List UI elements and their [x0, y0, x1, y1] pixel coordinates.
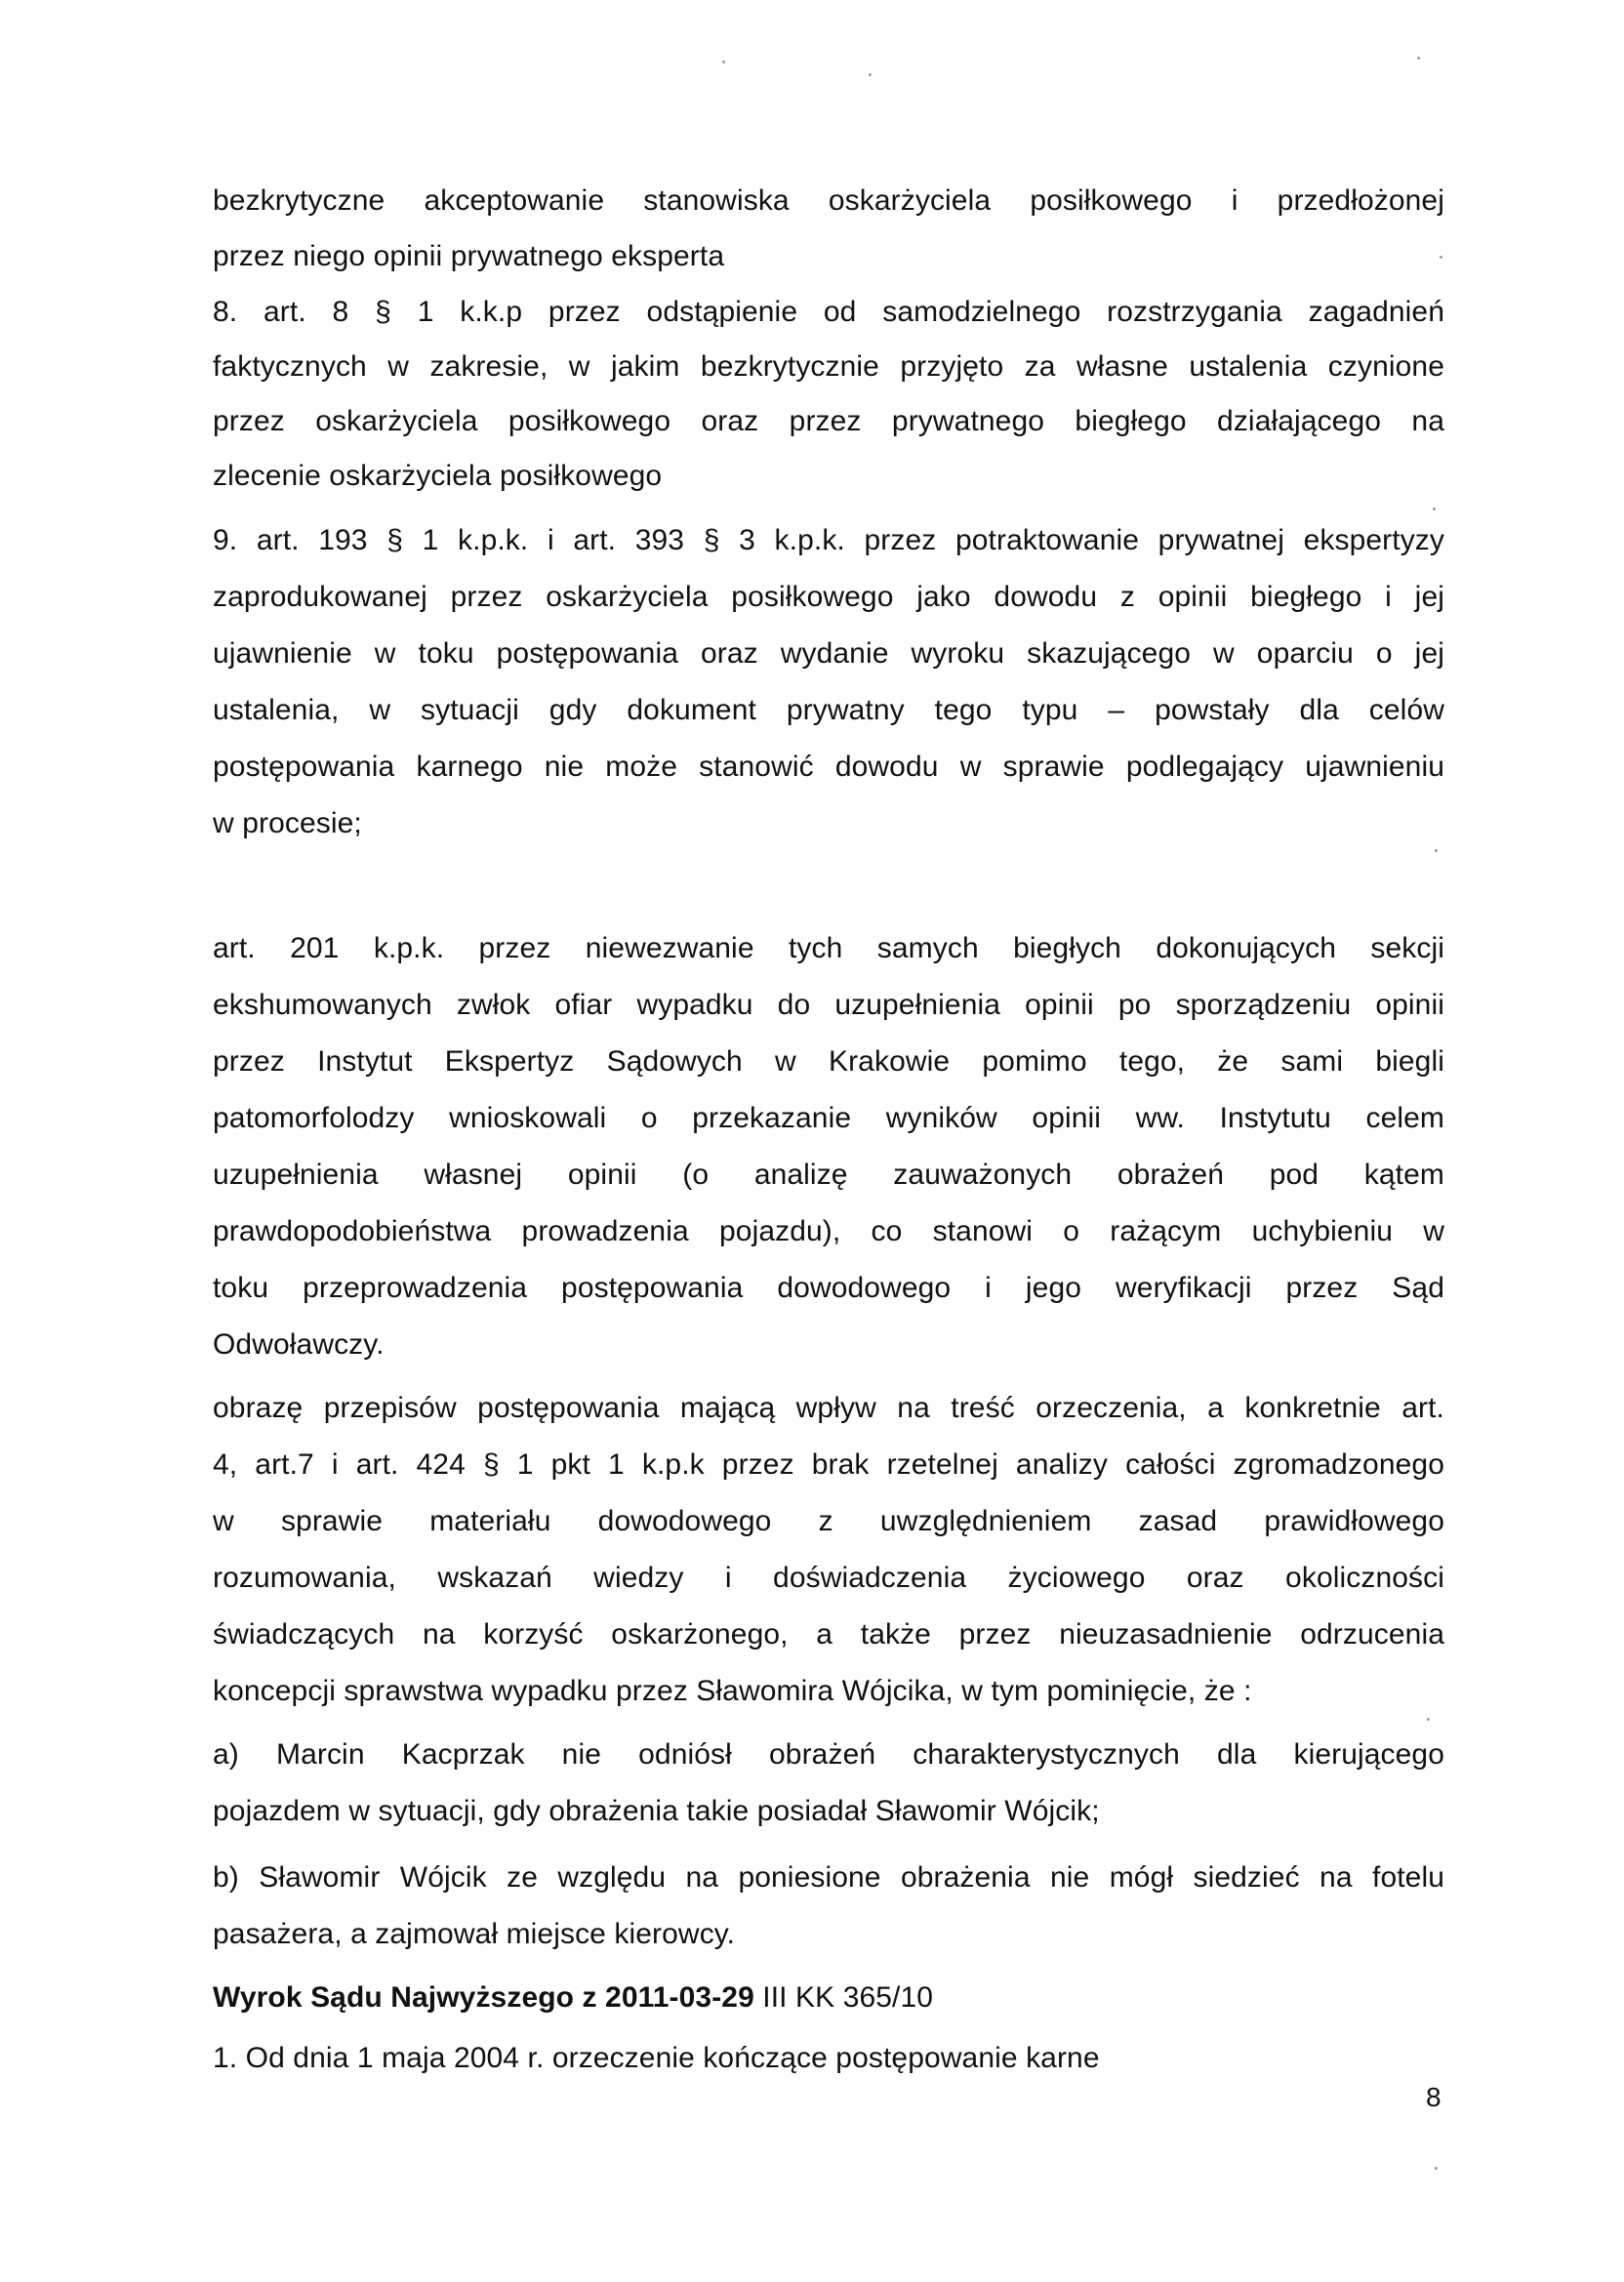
text-line: art. 201 k.p.k. przez niewezwanie tych samych biegłych dokonujących sekcji — [213, 932, 1444, 964]
text-line: obrazę przepisów postępowania mającą wpływ na treść orzeczenia, a konkretnie art. — [213, 1392, 1444, 1424]
text-line: zlecenie oskarżyciela posiłkowego — [213, 460, 663, 492]
text-line: 9. art. 193 § 1 k.p.k. i art. 393 § 3 k.p.k. przez potraktowanie prywatnej ekspertyzy — [213, 524, 1444, 556]
text-line: uzupełnienia własnej opinii (o analizę zauważonych obrażeń pod kątem — [213, 1159, 1444, 1191]
text-line: patomorfolodzy wnioskowali o przekazanie wyników opinii ww. Instytutu celem — [213, 1102, 1444, 1134]
text-line: przez oskarżyciela posiłkowego oraz przez prywatnego biegłego działającego na — [213, 405, 1444, 437]
text-line: bezkrytyczne akceptowanie stanowiska oskarżyciela posiłkowego i przedłożonej — [213, 184, 1444, 217]
text-line: faktycznych w zakresie, w jakim bezkrytycznie przyjęto za własne ustalenia czynione — [213, 350, 1444, 383]
ruling-heading — [213, 1980, 933, 2016]
text-line: przez Instytut Ekspertyz Sądowych w Krakowie pomimo tego, że sami biegli — [213, 1045, 1444, 1078]
text-line: rozumowania, wskazań wiedzy i doświadczenia życiowego oraz okoliczności — [213, 1562, 1444, 1594]
text-line: przez niego opinii prywatnego eksperta — [213, 240, 725, 272]
text-line: zaprodukowanej przez oskarżyciela posiłkowego jako dowodu z opinii biegłego i jej — [213, 581, 1444, 613]
scan-speck — [1435, 849, 1438, 852]
scan-speck — [869, 73, 872, 76]
text-line: 4, art.7 i art. 424 § 1 pkt 1 k.p.k przez brak rzetelnej analizy całości zgromadzonego — [213, 1448, 1444, 1481]
scan-speck — [1433, 508, 1436, 510]
text-line: Odwoławczy. — [213, 1328, 385, 1361]
ruling-signature: III KK 365/10 — [762, 1981, 934, 2014]
scan-speck — [1440, 256, 1442, 259]
scan-speck — [1417, 57, 1420, 60]
text-line: pasażera, a zajmował miejsce kierowcy. — [213, 1918, 736, 1950]
scan-speck — [1427, 1718, 1430, 1721]
text-line: pojazdem w sytuacji, gdy obrażenia takie posiadał Sławomir Wójcik; — [213, 1795, 1100, 1827]
text-line: koncepcji sprawstwa wypadku przez Sławomira Wójcika, w tym pominięcie, że : — [213, 1675, 1252, 1707]
text-line: świadczących na korzyść oskarżonego, a także przez nieuzasadnienie odrzucenia — [213, 1618, 1444, 1650]
text-line: ustalenia, w sytuacji gdy dokument prywatny tego typu – powstały dla celów — [213, 694, 1444, 726]
list-item-a: a) Marcin Kacprzak nie odniósł obrażeń charakterystycznych dla kierującego — [213, 1738, 1444, 1771]
text-line: ekshumowanych zwłok ofiar wypadku do uzupełnienia opinii po sporządzeniu opinii — [213, 989, 1444, 1021]
text-line: w procesie; — [213, 807, 362, 839]
text-line: toku przeprowadzenia postępowania dowodowego i jego weryfikacji przez Sąd — [213, 1272, 1444, 1304]
text-line: postępowania karnego nie może stanowić dowodu w sprawie podlegający ujawnieniu — [213, 751, 1444, 783]
ruling-title: Wyrok Sądu Najwyższego z 2011-03-29 — [213, 1981, 754, 2014]
list-item-b: b) Sławomir Wójcik ze względu na poniesione obrażenia nie mógł siedzieć na fotelu — [213, 1861, 1444, 1894]
scan-speck — [1435, 2167, 1438, 2170]
text-line: w sprawie materiału dowodowego z uwzględnieniem zasad prawidłowego — [213, 1505, 1444, 1537]
page-number: 8 — [1426, 2082, 1441, 2112]
text-line: 1. Od dnia 1 maja 2004 r. orzeczenie kończące postępowanie karne — [213, 2042, 1100, 2074]
text-line: 8. art. 8 § 1 k.k.p przez odstąpienie od samodzielnego rozstrzygania zagadnień — [213, 296, 1444, 328]
text-line: prawdopodobieństwa prowadzenia pojazdu), co stanowi o rażącym uchybieniu w — [213, 1215, 1444, 1247]
scan-speck — [722, 61, 725, 63]
text-line: ujawnienie w toku postępowania oraz wydanie wyroku skazującego w oparciu o jej — [213, 637, 1444, 670]
